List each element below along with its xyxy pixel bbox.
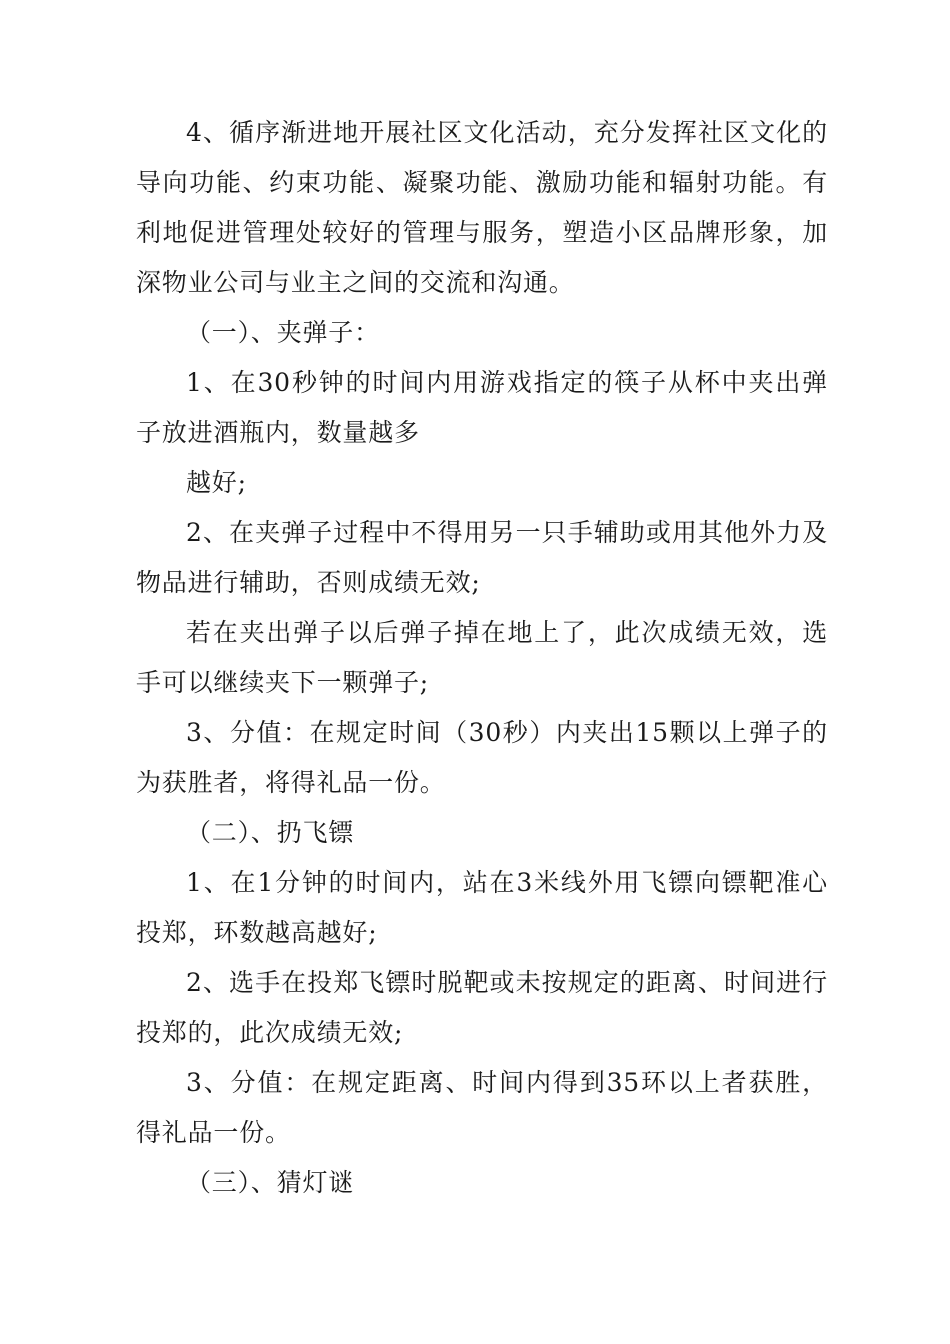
- rule-clip-marbles-1-continued: 越好;: [186, 468, 247, 497]
- section-heading-clip-marbles: （一）、夹弹子：: [186, 318, 380, 347]
- rule-clip-marbles-dropped: 若在夹出弹子以后弹子掉在地上了，此次成绩无效，选手可以继续夹下一颗弹子;: [136, 618, 828, 697]
- document-body: [136, 108, 828, 1208]
- rule-clip-marbles-2: 2、在夹弹子过程中不得用另一只手辅助或用其他外力及物品进行辅助，否则成绩无效;: [136, 518, 828, 597]
- rule-darts-1: 1、在1分钟的时间内，站在3米线外用飞镖向镖靶准心投郑，环数越高越好;: [136, 868, 828, 947]
- section-heading-darts: （二）、扔飞镖: [186, 818, 355, 847]
- rule-clip-marbles-1: 1、在30秒钟的时间内用游戏指定的筷子从杯中夹出弹子放进酒瓶内，数量越多: [136, 368, 828, 447]
- paragraph-community-culture: 4、循序渐进地开展社区文化活动，充分发挥社区文化的导向功能、约束功能、凝聚功能、激励功能和辐射功能。有利地促进管理处较好的管理与服务，塑造小区品牌形象，加深物业公司与业主之间的交流和沟通。: [136, 118, 828, 297]
- section-heading-lantern-riddles: （三）、猜灯谜: [186, 1168, 355, 1197]
- rule-darts-3-score: 3、分值：在规定距离、时间内得到35环以上者获胜，得礼品一份。: [136, 1068, 828, 1147]
- rule-darts-2: 2、选手在投郑飞镖时脱靶或未按规定的距离、时间进行投郑的，此次成绩无效;: [136, 968, 828, 1047]
- rule-clip-marbles-3-score: 3、分值：在规定时间（30秒）内夹出15颗以上弹子的为获胜者，将得礼品一份。: [136, 718, 828, 797]
